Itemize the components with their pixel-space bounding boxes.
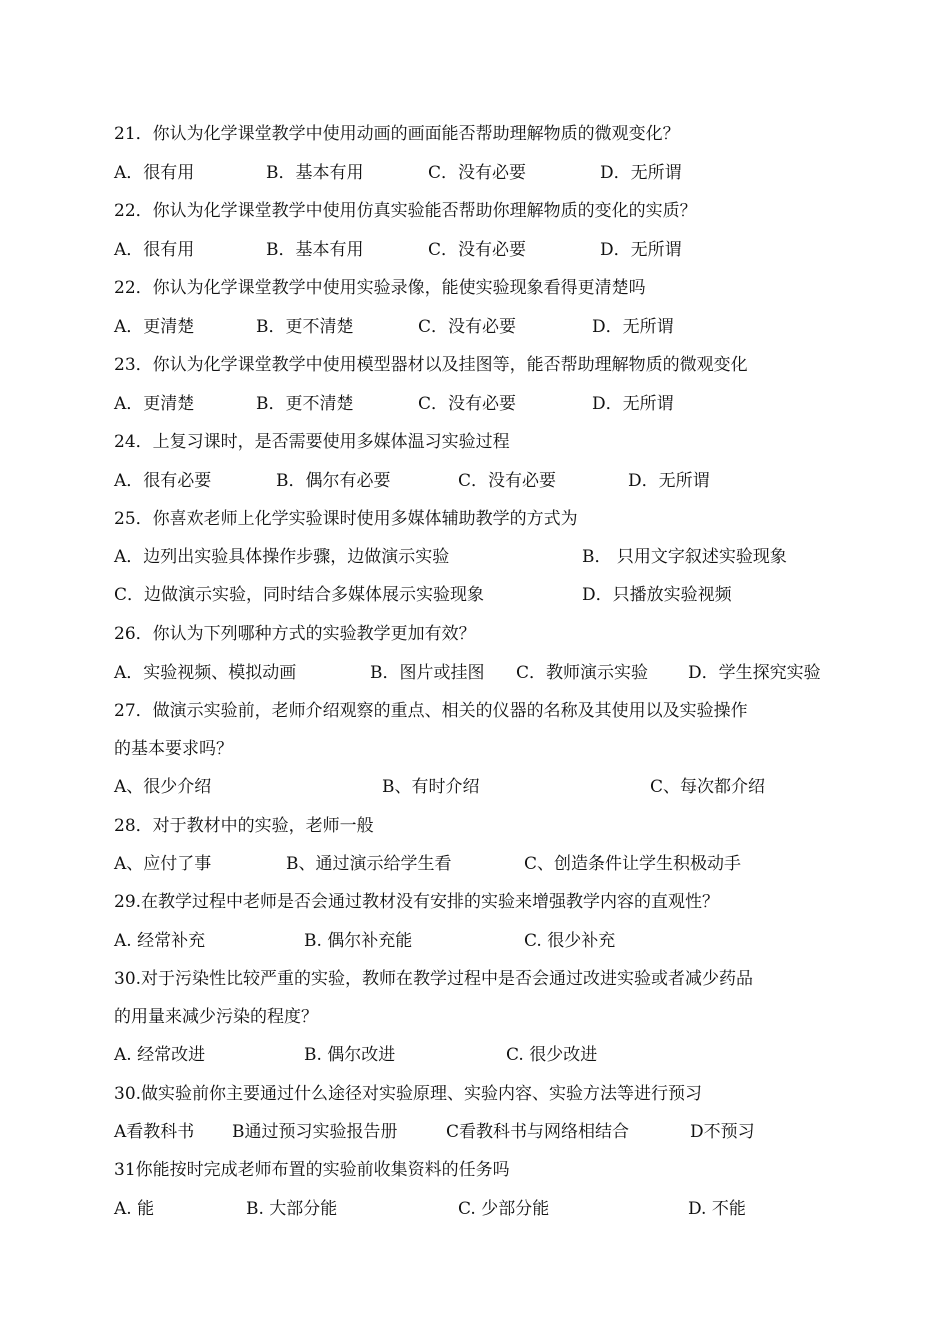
question-30b-option-a: A看教科书 xyxy=(114,1122,195,1142)
question-31-option-b: B. 大部分能 xyxy=(246,1199,338,1219)
question-26-option-d: D．学生探究实验 xyxy=(688,663,821,683)
question-30b-option-b: B通过预习实验报告册 xyxy=(232,1122,398,1142)
question-25-option-a: A．边列出实验具体操作步骤，边做演示实验 xyxy=(114,547,450,567)
question-21-option-a: A．很有用 xyxy=(114,163,195,183)
question-27-option-b: B、有时介绍 xyxy=(382,777,480,797)
question-22b-option-d: D．无所谓 xyxy=(592,317,674,337)
question-28-option-c: C、创造条件让学生积极动手 xyxy=(524,854,742,874)
question-23-option-c: C．没有必要 xyxy=(418,394,517,414)
question-30b-option-c: C看教科书与网络相结合 xyxy=(446,1122,630,1142)
question-26-option-b: B．图片或挂图 xyxy=(370,663,485,683)
question-30b-text: 30.做实验前你主要通过什么途径对实验原理、实验内容、实验方法等进行预习 xyxy=(114,1084,703,1104)
question-29-option-a: A. 经常补充 xyxy=(114,931,206,951)
question-22b-option-b: B．更不清楚 xyxy=(256,317,354,337)
question-22-option-b: B．基本有用 xyxy=(266,240,364,260)
question-23-option-b: B．更不清楚 xyxy=(256,394,354,414)
question-21-option-b: B．基本有用 xyxy=(266,163,364,183)
question-22-option-a: A．很有用 xyxy=(114,240,195,260)
question-27-text: 27．做演示实验前，老师介绍观察的重点、相关的仪器的名称及其使用以及实验操作 xyxy=(114,701,748,721)
question-22-option-c: C．没有必要 xyxy=(428,240,527,260)
question-21-option-d: D．无所谓 xyxy=(600,163,682,183)
question-29-text: 29.在教学过程中老师是否会通过教材没有安排的实验来增强教学内容的直观性？ xyxy=(114,892,720,912)
question-22b-option-a: A．更清楚 xyxy=(114,317,195,337)
question-31-text: 31你能按时完成老师布置的实验前收集资料的任务吗 xyxy=(114,1160,510,1180)
question-30-option-c: C. 很少改进 xyxy=(506,1045,598,1065)
question-21-text: 21．你认为化学课堂教学中使用动画的画面能否帮助理解物质的微观变化？ xyxy=(114,124,680,144)
question-21-option-c: C．没有必要 xyxy=(428,163,527,183)
question-24-option-a: A．很有必要 xyxy=(114,471,212,491)
question-23-option-d: D．无所谓 xyxy=(592,394,674,414)
question-25-option-d: D．只播放实验视频 xyxy=(582,585,732,605)
question-22b-text: 22．你认为化学课堂教学中使用实验录像，能使实验现象看得更清楚吗 xyxy=(114,278,646,298)
question-30-option-b: B. 偶尔改进 xyxy=(304,1045,396,1065)
question-22b-option-c: C．没有必要 xyxy=(418,317,517,337)
question-23-text: 23．你认为化学课堂教学中使用模型器材以及挂图等，能否帮助理解物质的微观变化 xyxy=(114,355,748,375)
question-28-option-b: B、通过演示给学生看 xyxy=(286,854,452,874)
question-23-option-a: A．更清楚 xyxy=(114,394,195,414)
question-22-option-d: D．无所谓 xyxy=(600,240,682,260)
question-25-option-c: C．边做演示实验，同时结合多媒体展示实验现象 xyxy=(114,585,485,605)
question-26-text: 26．你认为下列哪种方式的实验教学更加有效？ xyxy=(114,624,476,644)
question-24-option-b: B．偶尔有必要 xyxy=(276,471,391,491)
question-25-option-b: B． 只用文字叙述实验现象 xyxy=(582,547,787,567)
question-27-option-c: C、每次都介绍 xyxy=(650,777,766,797)
question-29-option-b: B. 偶尔补充能 xyxy=(304,931,413,951)
question-27-option-a: A、很少介绍 xyxy=(114,777,212,797)
question-27-text-continued: 的基本要求吗？ xyxy=(114,739,233,759)
question-29-option-c: C. 很少补充 xyxy=(524,931,616,951)
question-30b-option-d: D不预习 xyxy=(690,1122,755,1142)
question-26-option-a: A．实验视频、模拟动画 xyxy=(114,663,297,683)
question-30-text-continued: 的用量来减少污染的程度？ xyxy=(114,1007,318,1027)
question-30-option-a: A. 经常改进 xyxy=(114,1045,206,1065)
question-30-text: 30.对于污染性比较严重的实验，教师在教学过程中是否会通过改进实验或者减少药品 xyxy=(114,969,754,989)
question-28-text: 28．对于教材中的实验，老师一般 xyxy=(114,816,374,836)
question-31-option-c: C. 少部分能 xyxy=(458,1199,550,1219)
question-22-text: 22．你认为化学课堂教学中使用仿真实验能否帮助你理解物质的变化的实质？ xyxy=(114,201,697,221)
question-28-option-a: A、应付了事 xyxy=(114,854,212,874)
question-26-option-c: C．教师演示实验 xyxy=(516,663,649,683)
question-24-option-d: D．无所谓 xyxy=(628,471,710,491)
question-24-option-c: C．没有必要 xyxy=(458,471,557,491)
question-24-text: 24．上复习课时，是否需要使用多媒体温习实验过程 xyxy=(114,432,510,452)
question-31-option-d: D. 不能 xyxy=(688,1199,746,1219)
question-25-text: 25．你喜欢老师上化学实验课时使用多媒体辅助教学的方式为 xyxy=(114,509,578,529)
question-31-option-a: A. 能 xyxy=(114,1199,155,1219)
